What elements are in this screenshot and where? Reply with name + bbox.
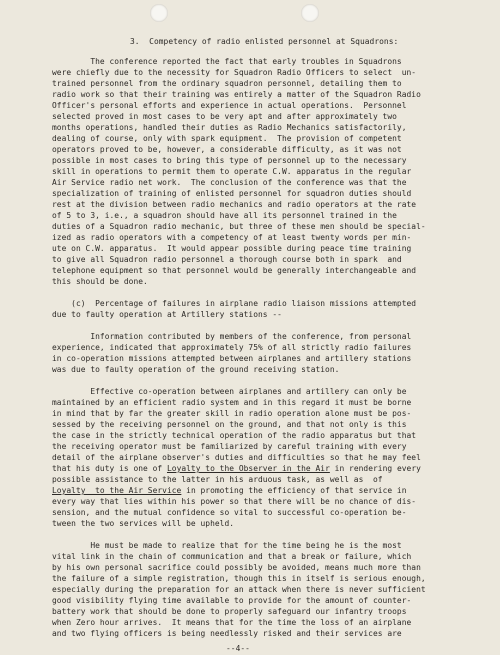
paragraph-line bbox=[52, 486, 407, 495]
paragraph-line: sessed by the receiving personnel on the ground, and that not only is this bbox=[52, 420, 407, 429]
paragraph-line: and two flying officers is being needlessly risked and their services are bbox=[52, 629, 402, 638]
paragraph-line: duties of a Squadron radio mechanic, but three of these men should be special- bbox=[52, 222, 426, 231]
paragraph-line: was due to faulty operation of the ground receiving station. bbox=[52, 365, 340, 374]
paragraph-line: Effective co-operation between airplanes and artillery can only be bbox=[52, 387, 407, 396]
paragraph-line bbox=[52, 464, 421, 473]
punch-hole-left bbox=[150, 4, 168, 22]
paragraph-line: experience, indicated that approximately 75% of all strictly radio failures bbox=[52, 343, 412, 352]
paragraph-line: Officer's personal efforts and experience in actual operations. Personnel bbox=[52, 101, 407, 110]
paragraph-line: this should be done. bbox=[52, 277, 148, 286]
paragraph-line: radio work so that their training was entirely a matter of the Squadron Radio bbox=[52, 90, 421, 99]
paragraph-line: skill in operations to permit them to operate C.W. apparatus in the regular bbox=[52, 167, 412, 176]
paragraph-line: the case in the strictly technical operation of the radio apparatus but that bbox=[52, 431, 417, 440]
paragraph-line: trained personnel from the ordinary squadron personnel, detailing them to bbox=[52, 79, 402, 88]
paragraph-line: in co-operation missions attempted between airplanes and artillery stations bbox=[52, 354, 412, 363]
text-run: in rendering every bbox=[329, 464, 421, 473]
page-number: --4-- bbox=[226, 644, 250, 653]
paragraph-line: tween the two services will be upheld. bbox=[52, 519, 235, 528]
item-c-line: due to faulty operation at Artillery stations -- bbox=[52, 310, 282, 319]
paragraph-line: to give all Squadron radio personnel a thorough course both in spark and bbox=[52, 255, 402, 264]
paragraph-line: vital link in the chain of communication and that a break or failure, which bbox=[52, 552, 412, 561]
paragraph-line: every way that lies within his power so that there will be no chance of dis- bbox=[52, 497, 417, 506]
section-heading: 3. Competency of radio enlisted personnel at Squadrons: bbox=[130, 37, 399, 46]
paragraph-line: by his own personal sacrifice could possibly be avoided, means much more than bbox=[52, 563, 421, 572]
paragraph-line: telephone equipment so that personnel would be generally interchangeable and bbox=[52, 266, 417, 275]
paragraph-line: possible assistance to the latter in his arduous task, as well as of bbox=[52, 475, 383, 484]
underlined-phrase: Loyalty to the Air Service bbox=[52, 486, 182, 495]
paragraph-line: ute on C.W. apparatus. It would appear possible during peace time training bbox=[52, 244, 412, 253]
underlined-phrase: Loyalty to the Observer in the Air bbox=[166, 464, 330, 473]
paragraph-line: The conference reported the fact that early troubles in Squadrons bbox=[52, 57, 402, 66]
item-c-line: (c) Percentage of failures in airplane radio liaison missions attempted bbox=[52, 299, 417, 308]
paragraph-line: of 5 to 3, i.e., a squadron should have all its personnel trained in the bbox=[52, 211, 397, 220]
paragraph-line: Information contributed by members of the conference, from personal bbox=[52, 332, 412, 341]
paragraph-line: operators proved to be, however, a considerable difficulty, as it was not bbox=[52, 145, 402, 154]
punch-hole-right bbox=[301, 4, 319, 22]
paragraph-line: possible in most cases to bring this type of personnel up to the necessary bbox=[52, 156, 407, 165]
paragraph-line: dealing of course, only with spark equipment. The provision of competent bbox=[52, 134, 402, 143]
paragraph-line: sension, and the mutual confidence so vital to successful co-operation be- bbox=[52, 508, 407, 517]
paragraph-line: selected proved in most cases to be very apt and after approximately two bbox=[52, 112, 397, 121]
paragraph-line: rest at the division between radio mechanics and radio operators at the rate bbox=[52, 200, 417, 209]
paragraph-line: ized as radio operators with a competency of at least twenty words per min- bbox=[52, 233, 412, 242]
paragraph-line: He must be made to realize that for the time being he is the most bbox=[52, 541, 402, 550]
paragraph-line: detail of the airplane observer's duties and difficulties so that he may feel bbox=[52, 453, 421, 462]
paragraph-line: specialization of training of enlisted personnel for squadron duties should bbox=[52, 189, 412, 198]
paragraph-line: the failure of a simple registration, though this in itself is serious enough, bbox=[52, 574, 426, 583]
paragraph-line: especially during the preparation for an attack when there is never sufficient bbox=[52, 585, 426, 594]
paragraph-line: the receiving operator must be familiarized by careful training with every bbox=[52, 442, 407, 451]
paragraph-line: months operations, handled their duties as Radio Mechanics satisfactorily, bbox=[52, 123, 407, 132]
paragraph-line: good visibility flying time available to provide for the amount of counter- bbox=[52, 596, 412, 605]
paragraph-line: in mind that by far the greater skill in radio operation alone must be pos- bbox=[52, 409, 412, 418]
paragraph-line: were chiefly due to the necessity for Squadron Radio Officers to select un- bbox=[52, 68, 417, 77]
text-run: in promoting the efficiency of that service in bbox=[181, 486, 407, 495]
text-run: that his duty is one of bbox=[52, 464, 167, 473]
paragraph-line: when Zero hour arrives. It means that for the time the loss of an airplane bbox=[52, 618, 412, 627]
paragraph-line: battery work that should be done to properly safeguard our infantry troops bbox=[52, 607, 407, 616]
paragraph-line: Air Service radio net work. The conclusion of the conference was that the bbox=[52, 178, 407, 187]
paragraph-line: maintained by an efficient radio system and in this regard it must be borne bbox=[52, 398, 412, 407]
